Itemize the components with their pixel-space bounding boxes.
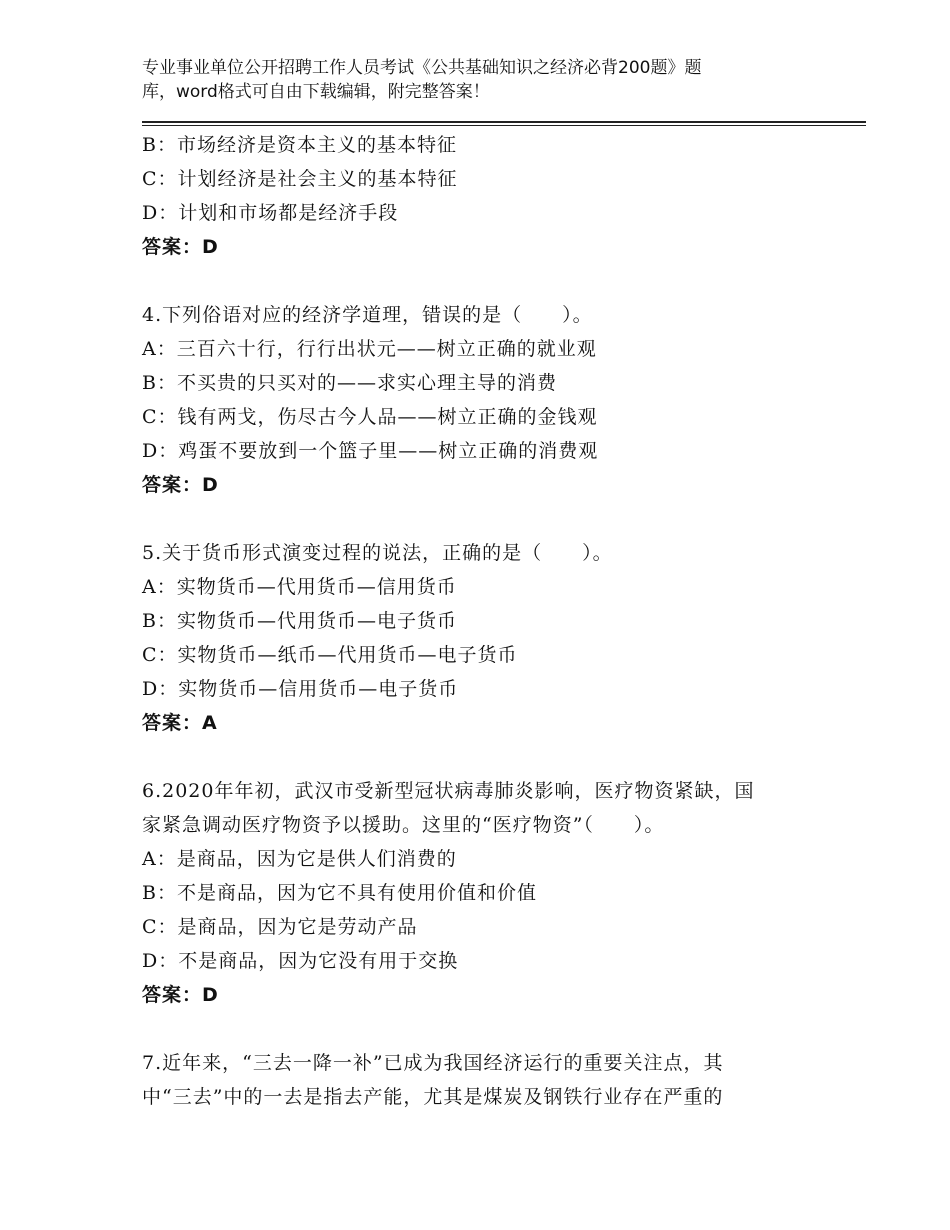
- spacer: [142, 740, 866, 774]
- question-5-option-d: D：实物货币—信用货币—电子货币: [142, 678, 459, 700]
- question-7-stem-line-1: 7.近年来，“三去一降一补”已成为我国经济运行的重要关注点，其: [142, 1052, 724, 1074]
- spacer: [142, 264, 866, 298]
- header-divider-thick: [142, 121, 866, 123]
- question-5-stem: 5.关于货币形式演变过程的说法，正确的是（ ）。: [142, 542, 613, 564]
- question-4: [142, 298, 866, 502]
- question-3-option-c: C：计划经济是社会主义的基本特征: [142, 168, 458, 190]
- question-5-option-c: C：实物货币—纸币—代用货币—电子货币: [142, 644, 518, 666]
- header-title-line-1: 专业事业单位公开招聘工作人员考试《公共基础知识之经济必背200题》题: [142, 58, 702, 78]
- spacer: [142, 1012, 866, 1046]
- question-5-answer: 答案：A: [142, 712, 218, 734]
- header-title-line-2: 库，word格式可自由下载编辑，附完整答案！: [142, 82, 490, 102]
- question-list: [142, 128, 866, 1114]
- question-6-stem-line-1: 6.2020年年初，武汉市受新型冠状病毒肺炎影响，医疗物资紧缺，国: [142, 780, 755, 802]
- question-3-answer: 答案：D: [142, 236, 219, 258]
- question-6-answer: 答案：D: [142, 984, 219, 1006]
- question-5-option-a: A：实物货币—代用货币—信用货币: [142, 576, 457, 598]
- question-3-option-b: B：市场经济是资本主义的基本特征: [142, 134, 457, 156]
- question-5: [142, 536, 866, 740]
- document-header: [142, 56, 832, 104]
- question-4-option-c: C：钱有两戈，伤尽古今人品——树立正确的金钱观: [142, 406, 598, 428]
- question-3: [142, 128, 866, 264]
- question-3-option-d: D：计划和市场都是经济手段: [142, 202, 399, 224]
- question-6: [142, 774, 866, 1012]
- question-7: [142, 1046, 866, 1114]
- question-6-option-a: A：是商品，因为它是供人们消费的: [142, 848, 457, 870]
- question-4-answer: 答案：D: [142, 474, 219, 496]
- question-7-stem-line-2: 中“三去”中的一去是指去产能，尤其是煤炭及钢铁行业存在严重的: [142, 1086, 724, 1108]
- spacer: [142, 502, 866, 536]
- question-6-option-c: C：是商品，因为它是劳动产品: [142, 916, 418, 938]
- question-4-stem: 4.下列俗语对应的经济学道理，错误的是（ ）。: [142, 304, 593, 326]
- header-divider-thin: [142, 125, 866, 126]
- question-4-option-a: A：三百六十行，行行出状元——树立正确的就业观: [142, 338, 597, 360]
- question-6-stem-line-2: 家紧急调动医疗物资予以援助。这里的“医疗物资”（ ）。: [142, 814, 665, 836]
- question-6-option-d: D：不是商品，因为它没有用于交换: [142, 950, 459, 972]
- question-4-option-b: B：不买贵的只买对的——求实心理主导的消费: [142, 372, 557, 394]
- question-6-option-b: B：不是商品，因为它不具有使用价值和价值: [142, 882, 537, 904]
- question-4-option-d: D：鸡蛋不要放到一个篮子里——树立正确的消费观: [142, 440, 599, 462]
- question-5-option-b: B：实物货币—代用货币—电子货币: [142, 610, 457, 632]
